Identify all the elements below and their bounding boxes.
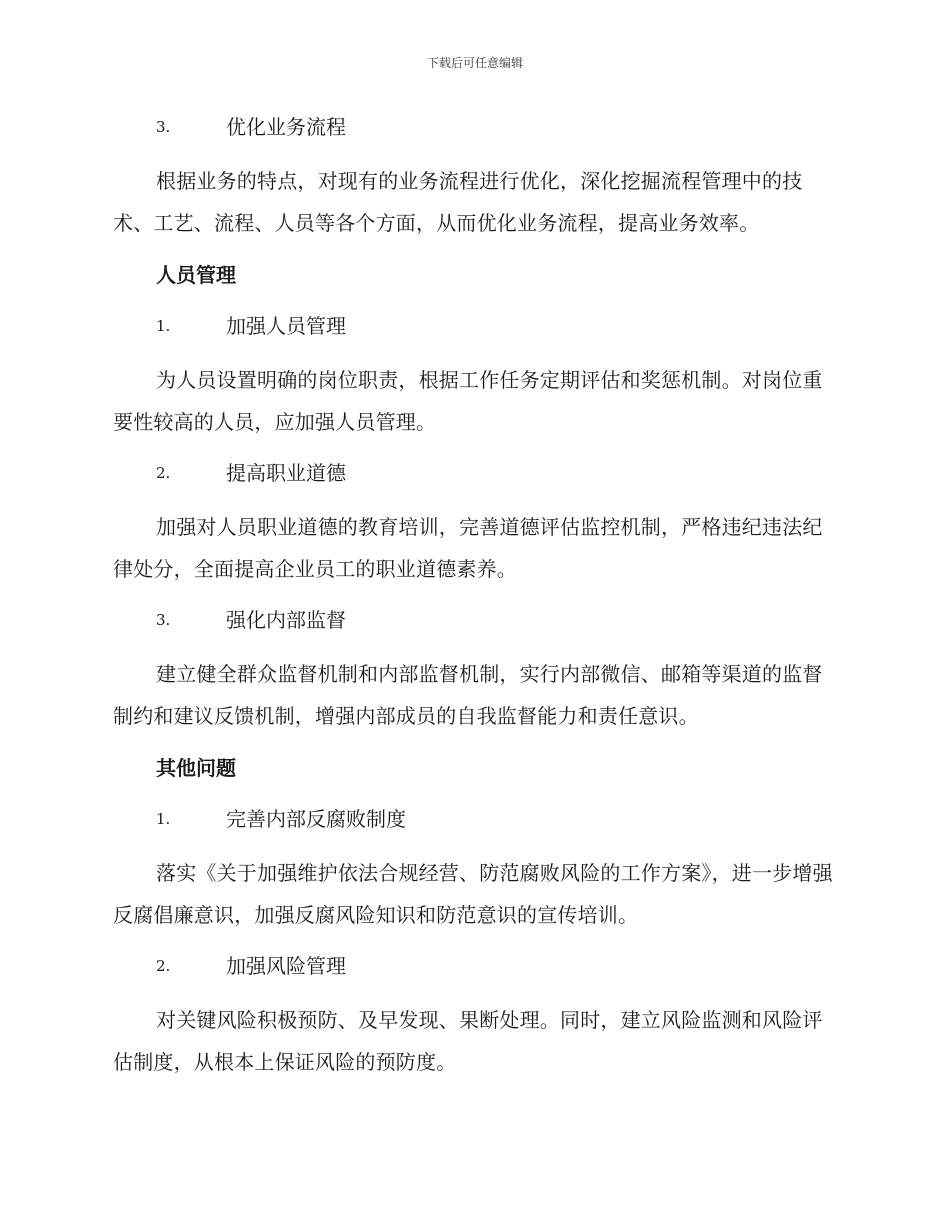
list-number: 2.	[156, 957, 171, 975]
body-paragraph: 落实《关于加强维护依法合规经营、防范腐败风险的工作方案》，进一步增强反腐倡廉意识，加强反腐风险知识和防范意识的宣传培训。	[113, 861, 833, 927]
list-item-heading	[113, 947, 833, 985]
list-number: 3.	[156, 611, 171, 629]
body-paragraph: 对关键风险积极预防、及早发现、果断处理。同时，建立风险监测和风险评估制度，从根本上保证风险的预防度。	[113, 1008, 823, 1074]
body-paragraph: 建立健全群众监督机制和内部监督机制，实行内部微信、邮箱等渠道的监督制约和建议反馈机制，增强内部成员的自我监督能力和责任意识。	[113, 662, 823, 728]
body-paragraph: 加强对人员职业道德的教育培训，完善道德评估监控机制，严格违纪违法纪律处分，全面提高企业员工的职业道德素养。	[113, 515, 823, 581]
list-item-title: 提高职业道德	[226, 461, 346, 485]
list-item-title: 优化业务流程	[226, 115, 346, 139]
body-paragraph: 为人员设置明确的岗位职责，根据工作任务定期评估和奖惩机制。对岗位重要性较高的人员，应加强人员管理。	[113, 368, 823, 434]
list-number: 1.	[156, 810, 171, 828]
list-item-heading	[113, 454, 833, 492]
list-item-heading	[113, 108, 833, 146]
document-body	[113, 108, 833, 1094]
list-item-heading	[113, 601, 833, 639]
page-header: 下载后可任意编辑	[426, 56, 523, 70]
list-number: 3.	[156, 118, 171, 136]
section-heading: 人员管理	[156, 263, 236, 287]
list-item-heading	[113, 307, 833, 345]
list-item-title: 强化内部监督	[226, 608, 346, 632]
list-item-title: 加强人员管理	[226, 314, 346, 338]
list-number: 2.	[156, 464, 171, 482]
list-item-title: 加强风险管理	[226, 954, 346, 978]
list-item-title: 完善内部反腐败制度	[226, 807, 406, 831]
body-paragraph: 根据业务的特点，对现有的业务流程进行优化，深化挖掘流程管理中的技术、工艺、流程、人员等各个方面，从而优化业务流程，提高业务效率。	[113, 169, 803, 235]
list-item-heading	[113, 800, 833, 838]
list-number: 1.	[156, 317, 171, 335]
section-heading: 其他问题	[156, 756, 236, 780]
